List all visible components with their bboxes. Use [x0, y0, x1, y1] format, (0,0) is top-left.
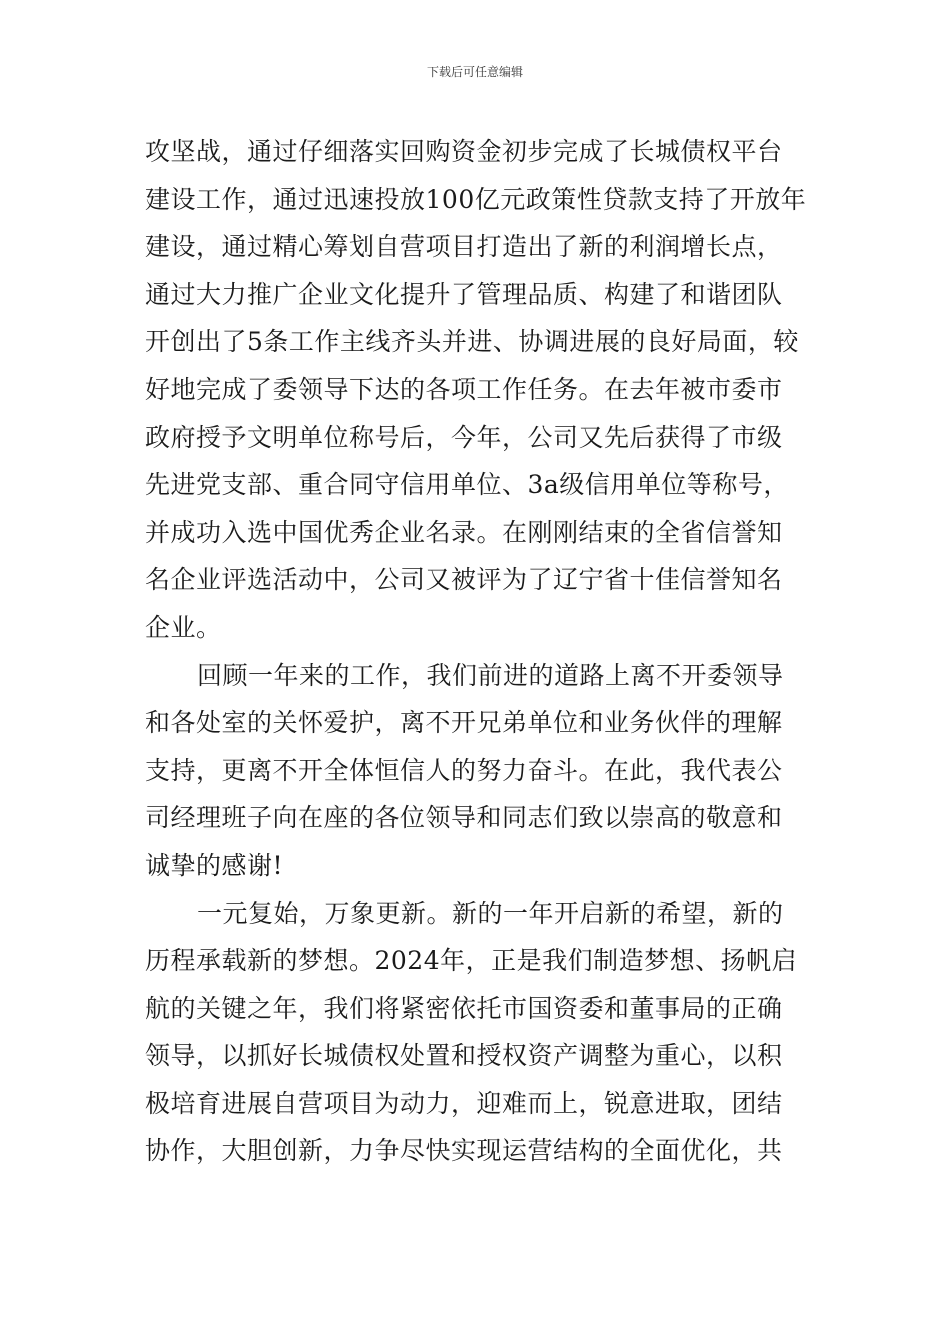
text-line: 诚挚的感谢!	[145, 850, 284, 880]
header-note: 下载后可任意编辑	[426, 65, 523, 79]
text-line: 好地完成了委领导下达的各项工作任务。在去年被市委市	[145, 374, 783, 404]
text-line: 极培育进展自营项目为动力，迎难而上，锐意进取，团结	[145, 1088, 783, 1118]
text-line: 通过大力推广企业文化提升了管理品质、构建了和谐团队	[145, 279, 783, 309]
text-line: 先进党支部、重合同守信用单位、3a级信用单位等称号，	[145, 470, 789, 500]
text-line: 攻坚战，通过仔细落实回购资金初步完成了长城债权平台	[145, 137, 783, 166]
text-line: 航的关键之年，我们将紧密依托市国资委和董事局的正确	[145, 993, 783, 1023]
text-line: 协作，大胆创新，力争尽快实现运营结构的全面优化，共	[145, 1136, 783, 1166]
paragraph-1	[145, 128, 810, 652]
text-line: 历程承载新的梦想。2024年，正是我们制造梦想、扬帆启	[145, 946, 798, 976]
text-line: 回顾一年来的工作，我们前进的道路上离不开委领导	[197, 660, 784, 690]
text-line: 政府授予文明单位称号后，今年，公司又先后获得了市级	[145, 422, 783, 452]
text-line: 一元复始，万象更新。新的一年开启新的希望，新的	[197, 898, 784, 928]
paragraph-2	[145, 652, 810, 890]
paragraph-3	[145, 890, 810, 1176]
text-line: 开创出了5条工作主线齐头并进、协调进展的良好局面，较	[145, 327, 799, 357]
text-line: 建设工作，通过迅速投放100亿元政策性贷款支持了开放年	[145, 184, 807, 214]
document-body	[145, 128, 810, 1175]
text-line: 名企业评选活动中，公司又被评为了辽宁省十佳信誉知名	[145, 565, 783, 595]
text-line: 并成功入选中国优秀企业名录。在刚刚结束的全省信誉知	[145, 517, 783, 547]
text-line: 支持，更离不开全体恒信人的努力奋斗。在此，我代表公	[145, 755, 783, 785]
text-line: 和各处室的关怀爱护，离不开兄弟单位和业务伙伴的理解	[145, 708, 783, 738]
text-line: 领导，以抓好长城债权处置和授权资产调整为重心，以积	[145, 1041, 783, 1071]
text-line: 建设，通过精心筹划自营项目打造出了新的利润增长点，	[145, 232, 783, 262]
text-line: 企业。	[145, 612, 222, 642]
text-line: 司经理班子向在座的各位领导和同志们致以崇高的敬意和	[145, 803, 783, 833]
